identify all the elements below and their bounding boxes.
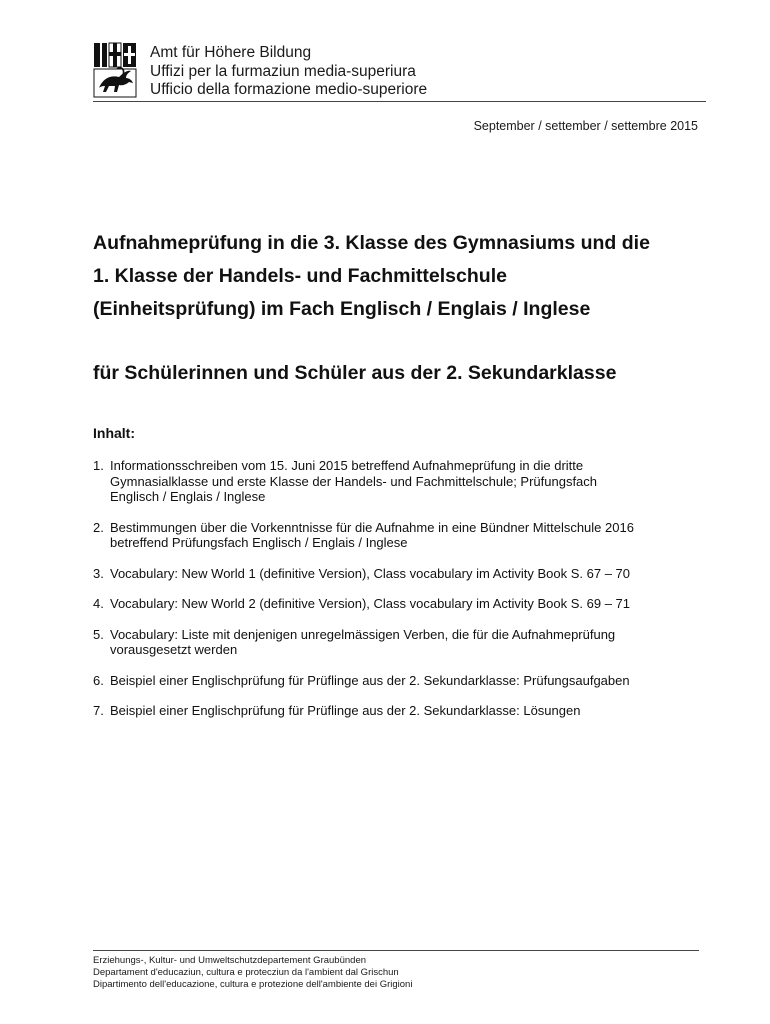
list-item-line: Vocabulary: Liste mit denjenigen unregelmässigen Verben, die für die Aufnahmeprüfung <box>110 626 616 642</box>
list-item <box>93 458 713 505</box>
contents-heading: Inhalt: <box>93 425 135 441</box>
footer <box>93 955 412 991</box>
list-item-line: Vocabulary: New World 2 (definitive Version), Class vocabulary im Activity Book S. 69 – 71 <box>110 596 630 611</box>
list-item-number: 1. <box>93 458 104 473</box>
list-item-line: Gymnasialklasse und erste Klasse der Handels- und Fachmittelschule; Prüfungsfach <box>110 473 598 489</box>
list-item <box>93 520 713 551</box>
contents-list <box>93 458 713 734</box>
footer-line-italian: Dipartimento dell'educazione, cultura e protezione dell'ambiente dei Grigioni <box>93 979 413 990</box>
list-item-number: 3. <box>93 565 104 581</box>
list-item-line: vorausgesetzt werden <box>110 642 238 657</box>
list-item-line: betreffend Prüfungsfach Englisch / Englais / Inglese <box>110 535 408 550</box>
list-item-line: Informationsschreiben vom 15. Juni 2015 betreffend Aufnahmeprüfung in die dritte <box>110 458 584 473</box>
list-item-number: 5. <box>93 626 104 642</box>
list-item-number: 7. <box>93 703 104 718</box>
office-name <box>150 44 427 100</box>
list-item-number: 2. <box>93 519 104 535</box>
header-divider <box>93 101 706 102</box>
list-item <box>93 596 713 612</box>
footer-line-romansh: Departament d'educaziun, cultura e protecziun da l'ambient dal Grischun <box>93 967 399 978</box>
office-name-german: Amt für Höhere Bildung <box>150 44 312 61</box>
title-line-2: 1. Klasse der Handels- und Fachmittelschule <box>93 265 507 287</box>
list-item-line: Beispiel einer Englischprüfung für Prüflinge aus der 2. Sekundarklasse: Prüfungsaufgaben <box>110 672 630 688</box>
list-item-line: Englisch / Englais / Inglese <box>110 489 266 504</box>
coat-of-arms-icon <box>93 42 137 98</box>
list-item-text <box>110 627 713 658</box>
list-item-text <box>110 458 713 505</box>
document-title <box>93 227 713 326</box>
office-name-romansh: Uffizi per la furmaziun media-superiura <box>150 62 416 80</box>
list-item <box>93 673 713 689</box>
list-item-text <box>110 703 713 719</box>
office-name-italian: Ufficio della formazione medio-superiore <box>150 81 428 98</box>
list-item <box>93 703 713 719</box>
list-item-text <box>110 596 713 612</box>
list-item <box>93 627 713 658</box>
footer-line-german: Erziehungs-, Kultur- und Umweltschutzdepartement Graubünden <box>93 955 367 966</box>
list-item <box>93 566 713 582</box>
title-line-3: (Einheitsprüfung) im Fach Englisch / Englais / Inglese <box>93 298 591 320</box>
list-item-line: Beispiel einer Englischprüfung für Prüflinge aus der 2. Sekundarklasse: Lösungen <box>110 703 581 718</box>
list-item-number: 6. <box>93 672 104 688</box>
list-item-text <box>110 673 713 689</box>
list-item-text <box>110 520 713 551</box>
list-item-number: 4. <box>93 596 104 611</box>
document-date: September / settember / settembre 2015 <box>473 119 698 133</box>
document-subtitle: für Schülerinnen und Schüler aus der 2. Sekundarklasse <box>93 362 617 384</box>
footer-divider <box>93 950 699 951</box>
title-line-1: Aufnahmeprüfung in die 3. Klasse des Gymnasiums und die <box>93 232 650 254</box>
list-item-line: Bestimmungen über die Vorkenntnisse für die Aufnahme in eine Bündner Mittelschule 2016 <box>110 519 634 535</box>
list-item-line: Vocabulary: New World 1 (definitive Version), Class vocabulary im Activity Book S. 67 – 70 <box>110 565 630 581</box>
list-item-text <box>110 566 713 582</box>
